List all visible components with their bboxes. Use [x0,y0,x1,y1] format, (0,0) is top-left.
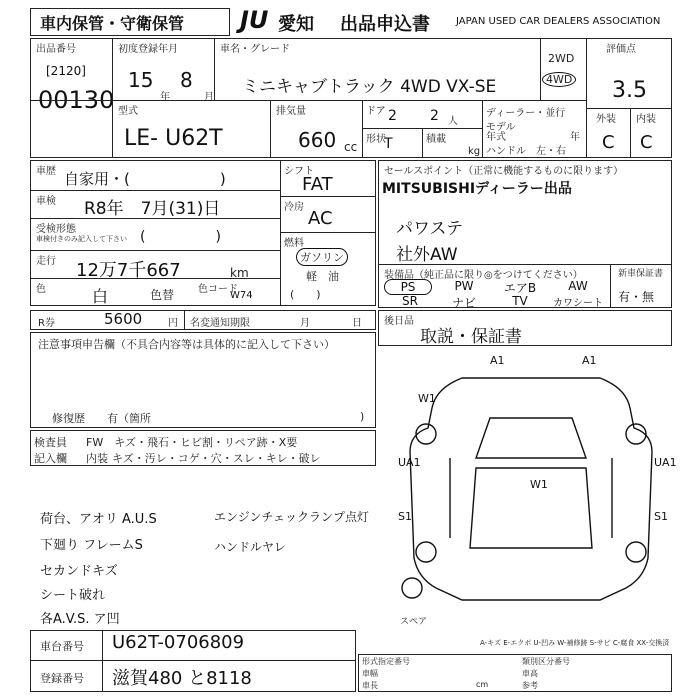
ju-logo: JU [240,6,269,34]
equip-ps: PS [384,279,432,295]
diag-mark-ua1-left: UA1 [398,456,421,469]
first-reg-month: 8 [180,68,193,92]
diag-mark-w1-center: W1 [530,478,548,491]
seats-unit: 人 [448,116,458,127]
interior-grade: C [640,132,653,153]
warranty-label: 新車保証書 [618,269,664,279]
seats-value: 2 [430,108,439,124]
repair-close: ) [360,410,365,423]
displacement-value: 660 [298,128,337,152]
chassis-label: 車台番号 [40,640,84,653]
divider [586,108,672,109]
equip-aw: AW [568,279,588,293]
ac-label: 冷房 [284,202,304,213]
shift-label: シフト [284,166,314,177]
cab-top [476,418,586,458]
divider [30,100,586,101]
doors-label: ドア [366,106,386,117]
remark-2b: ハンドルヤレ [214,540,286,554]
docs-label: 後日品 [384,316,414,327]
equip-sr: SR [402,294,418,308]
color-code-label: 色コード [198,284,238,295]
org-name: 愛知 [278,14,314,35]
ownership-day: 日 [352,318,362,329]
first-reg-label: 初度登録年月 [118,44,178,55]
color-change-label: 色替 [150,288,175,302]
inspector-row2-label: 内装 [86,452,108,465]
spec-cm: cm [476,680,489,689]
remark-5: 各A.V.S. ア凹 [40,612,120,627]
recycle-value: 5600 [104,310,143,328]
usage-value: 自家用・( ) [64,170,226,188]
ac-value: AC [308,208,333,229]
fuel-label: 燃料 [284,238,304,249]
wheel-rr [626,542,646,562]
spare-wheel [402,578,422,598]
inspector-label1: 検査員 [34,436,67,449]
payment-label: 受検形態 [36,224,76,235]
drive-2wd: 2WD [548,52,575,65]
selling-brand: MITSUBISHIディーラー出品 [382,181,572,197]
divider [30,278,280,279]
interior-label: 内装 [636,114,656,125]
divider [112,38,113,158]
diag-mark-a1-left: A1 [490,354,505,367]
dealer-l1: ディーラー・並行 [486,108,566,119]
docs-value: 取説・保証書 [420,327,522,347]
drive-4wd: 4WD [542,72,576,87]
wheel-rl [416,542,436,562]
spec-l1: 形式指定番号 [362,657,410,666]
notes-label: 注意事項申告欄（不具合内容等は具体的に記入して下さい） [38,338,335,351]
type-label: 型式 [118,106,138,117]
spare-label: スペア [400,617,428,627]
load-label: 積載 [426,134,446,145]
color-label: 色 [36,284,46,295]
spec-l3: 車幅 [362,669,378,678]
lot-number: 00130 [38,86,115,114]
equip-tv: TV [512,294,528,308]
fuel-diesel: 軽 油 [306,270,339,283]
equipment-grid [382,278,608,308]
divider [280,160,281,306]
inspector-label2: 記入欄 [34,452,67,465]
remark-1b: エンジンチェックランプ点灯 [214,510,370,524]
divider [482,100,483,158]
fuel-bracket: ( ) [290,288,321,301]
divider [102,630,103,692]
spec-l6: 参考 [522,681,538,690]
shape-value: T [384,136,393,152]
doors-value: 2 [388,108,397,124]
storage-notice: 車内保管・守衛保管 [40,14,185,33]
recycle-label: R券 [38,318,55,329]
equip-leather: カワシート [553,298,603,309]
model-label: 車名・グレード [220,44,290,55]
divider [184,310,185,330]
shift-value: FAT [302,174,333,195]
selling-line2: 社外AW [396,245,458,265]
divider [280,196,376,197]
divider [30,190,280,191]
ownership-label: 名変通知期限 [190,318,250,329]
association-name: JAPAN USED CAR DEALERS ASSOCIATION [456,16,661,27]
inspection-value: R8年 7月(31)日 [84,199,221,219]
rating-label: 評価点 [606,44,636,55]
displacement-unit: cc [344,140,358,154]
fuel-gasoline: ガソリン [296,248,348,266]
mileage-unit: km [230,266,249,280]
divider [30,250,280,251]
warranty-value: 有・無 [618,290,655,304]
inspector-row2: キズ・汚レ・コゲ・穴・スレ・キレ・破レ [112,452,321,465]
dealer-l5: ハンドル 左・右 [486,146,566,157]
payment-note: 車検付きのみ記入して下さい [36,235,127,243]
remark-1a: 荷台、アオリ A.U.S [40,512,157,527]
diag-mark-w1-left: W1 [418,392,436,405]
divider [540,38,541,100]
shape-label: 形状 [366,134,386,145]
remark-2a: 下廻り フレームS [40,538,143,553]
lot-sub: [2120] [46,64,86,78]
first-reg-year-unit: 年 [160,92,170,103]
type-value: LE- U62T [124,126,223,151]
color-code: W74 [230,290,253,301]
color-value: 白 [92,287,109,306]
inspection-label: 車検 [36,196,56,207]
dealer-l4: 年 [570,132,580,143]
repair-label: 修復歴 有（箇所 [52,412,151,425]
first-reg-year: 15 [128,68,154,92]
displacement-label: 排気量 [276,106,306,117]
form-title: 出品申込書 [340,14,430,35]
mileage-value: 12万7千667 [76,260,181,281]
inspector-row1: FW キズ・飛石・ヒビ割・リペア跡・X要 [86,436,298,449]
divider [630,108,631,158]
first-reg-month-unit: 月 [204,92,214,103]
chassis-value: U62T-0706809 [112,632,245,653]
exterior-grade: C [602,132,615,153]
selling-line1: パワステ [396,219,464,239]
divider [270,100,271,158]
spec-l5: 車長 [362,681,378,690]
divider [30,660,356,661]
lot-label: 出品番号 [36,44,76,55]
equipment-label: 装備品（純正品に限り◎をつけてください） [384,270,583,281]
divider [362,100,363,158]
wheel-fl [416,424,436,444]
divider [280,232,376,233]
model-value: ミニキャブトラック 4WD VX-SE [242,77,497,97]
divider [586,38,587,158]
rating-value: 3.5 [612,78,647,103]
diag-mark-a1-right: A1 [582,354,597,367]
ownership-month: 月 [300,318,310,329]
divider [422,128,423,158]
divider [378,264,672,265]
usage-label: 車歴 [36,166,56,177]
diagram-legend: A-キズ E-エクボ U-凹み W-補修跡 S-サビ C-腐食 XX-交換済 [480,639,670,647]
mileage-label: 走行 [36,256,56,267]
dealer-l3: 年式 [486,132,506,143]
divider [214,38,215,100]
wheel-fr [626,424,646,444]
diag-mark-s1-right: S1 [654,510,668,523]
payment-bracket: ( ) [140,229,221,245]
diag-mark-ua1-right: UA1 [654,456,677,469]
diag-mark-s1-left: S1 [398,510,412,523]
divider [30,218,280,219]
selling-label: セールスポイント（正常に機能するものに限ります） [384,166,624,177]
remark-4: シート破れ [40,588,106,603]
exterior-label: 外装 [596,114,616,125]
recycle-unit: 円 [168,318,178,329]
remark-3: セカンドキズ [40,564,118,579]
equip-pw: PW [454,279,474,293]
plate-label: 登録番号 [40,672,84,685]
equip-airbag: エアB [503,281,537,295]
load-unit: kg [468,146,481,157]
equip-navi: ナビ [451,296,476,310]
spec-l4: 車高 [522,669,538,678]
dealer-l2: モデル [486,122,516,133]
plate-value: 滋賀480 と8118 [112,668,252,689]
divider [610,264,611,308]
spec-l2: 類別区分番号 [522,657,570,666]
